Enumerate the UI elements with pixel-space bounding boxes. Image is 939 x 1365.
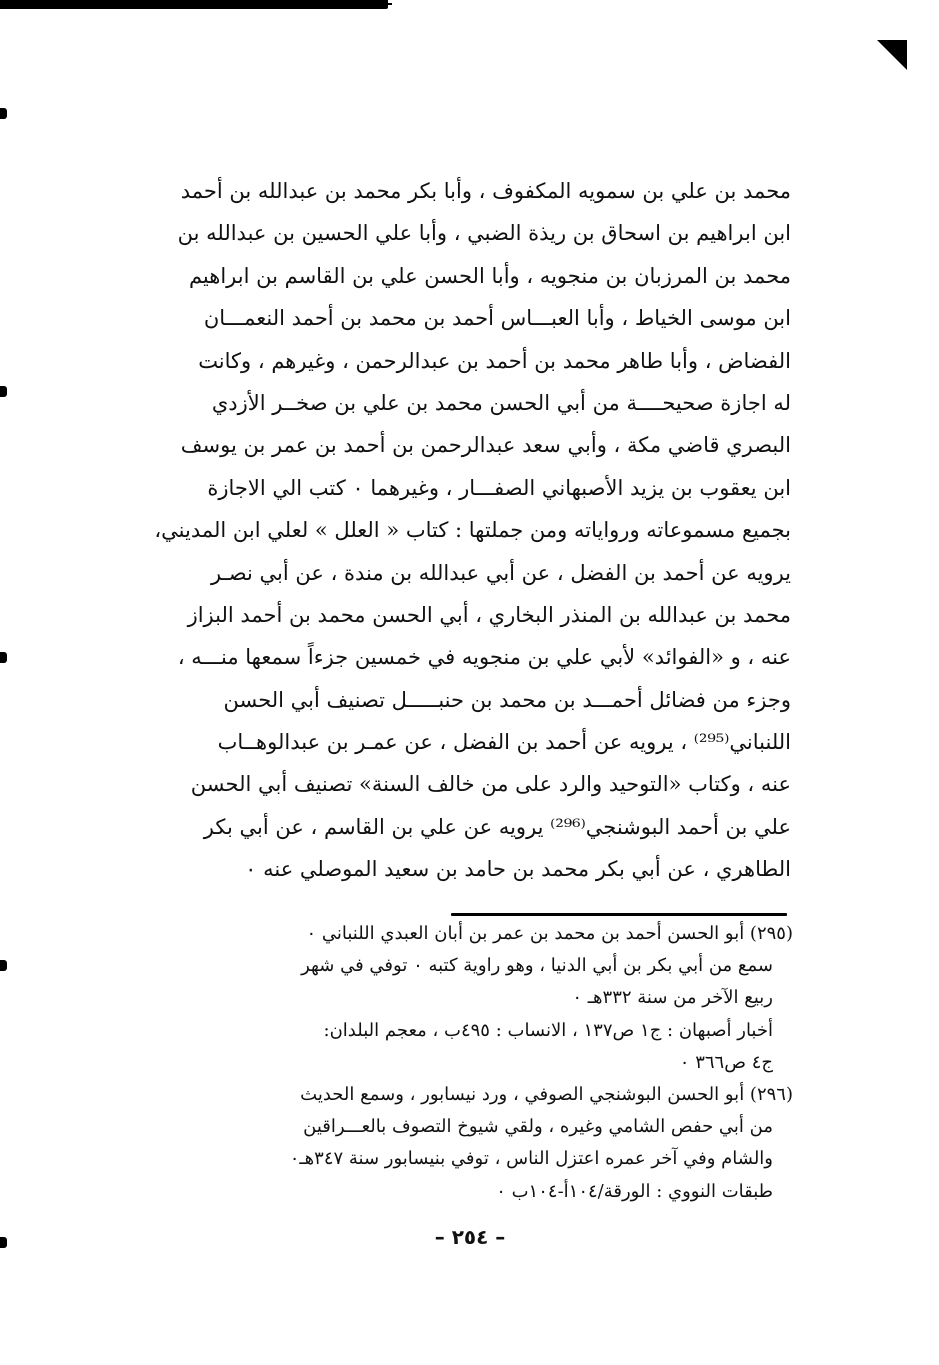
footnote-line: (٢٩٦) أبو الحسن البوشنجي الصوفي ، ورد نيسابور ، وسمع الحديث [300, 1083, 793, 1105]
text-line: اللنباني⁽²⁹⁵⁾ ، يرويه عن أحمد بن الفضل ، عن عمـر بن عبدالوهــاب [217, 730, 791, 755]
binding-hole-mark [0, 108, 7, 119]
text-line: ابن ابراهيم بن اسحاق بن ريذة الضبي ، وأبا علي الحسين بن عبدالله بن [177, 221, 791, 246]
footnote-line: من أبي حفص الشامي وغيره ، ولقي شيوخ التصوف بالعـــراقين [303, 1116, 773, 1138]
binding-hole-mark [0, 652, 7, 663]
footnote-line: طبقات النووي : الورقة/١٠٤أ-١٠٤ب ٠ [496, 1180, 773, 1202]
footnote-line: سمع من أبي بكر بن أبي الدنيا ، وهو راوية كتبه ٠ توفي في شهر [301, 955, 773, 977]
text-line: محمد بن المرزبان بن منجويه ، وأبا الحسن علي بن القاسم بن ابراهيم [188, 263, 791, 288]
text-line: بجميع مسموعاته ورواياته ومن جملتها : كتاب « العلل » لعلي ابن المديني، [154, 518, 791, 543]
text-line: ابن موسى الخياط ، وأبا العبـــاس أحمد بن محمد بن أحمد النعمـــان [203, 306, 791, 331]
footnotes-block [143, 918, 793, 1208]
text-line: البصري قاضي مكة ، وأبي سعد عبدالرحمن بن أحمد بن عمر بن يوسف [180, 433, 791, 458]
main-text-block [151, 170, 791, 891]
text-line: الطاهري ، عن أبي بكر محمد بن حامد بن سعيد الموصلي عنه ٠ [245, 857, 791, 882]
text-line: علي بن أحمد البوشنجي⁽²⁹⁶⁾ يرويه عن علي بن القاسم ، عن أبي بكر [203, 814, 791, 839]
binding-hole-mark [0, 386, 7, 397]
footnote-295 [143, 918, 793, 1079]
text-line: عنه ، وكتاب «التوحيد والرد على من خالف السنة» تصنيف أبي الحسن [190, 772, 791, 797]
text-line: يرويه عن أحمد بن الفضل ، عن أبي عبدالله بن مندة ، عن أبي نصـر [211, 560, 791, 585]
text-line: الفضاض ، وأبا طاهر محمد بن أحمد بن عبدالرحمن ، وغيرهم ، وكانت [198, 348, 791, 373]
footnote-296 [143, 1079, 793, 1208]
text-line: محمد بن علي بن سمويه المكفوف ، وأبا بكر محمد بن عبدالله بن أحمد [180, 179, 791, 203]
text-line: له اجازة صحيحــــة من أبي الحسن محمد بن علي بن صخــر الأزدي [211, 390, 791, 415]
binding-hole-mark [0, 960, 7, 971]
footnote-line: (٢٩٥) أبو الحسن أحمد بن محمد بن عمر بن أبان العبدي اللنباني ٠ [306, 923, 793, 944]
footnote-line: ربيع الآخر من سنة ٣٣٢هـ ٠ [572, 987, 773, 1009]
text-line: ابن يعقوب بن يزيد الأصبهاني الصفـــار ، وغيرهما ٠ كتب الي الاجازة [207, 475, 791, 500]
footnote-separator-rule [451, 913, 787, 916]
binding-hole-mark [0, 1237, 7, 1248]
footnote-line: ج٤ ص٣٦٦ ٠ [679, 1051, 773, 1073]
text-line: عنه ، و «الفوائد» لأبي علي بن منجويه في خمسين جزءاً سمعها منـــه ، [177, 645, 791, 670]
text-line: محمد بن عبدالله بن المنذر البخاري ، أبي الحسن محمد بن أحمد البزاز [187, 602, 791, 627]
footnote-line: أخبار أصبهان : ج١ ص١٣٧ ، الانساب : ٤٩٥ب ، معجم البلدان: [323, 1019, 773, 1041]
page-number: – ٢٥٤ – [434, 1225, 506, 1249]
text-line: وجزء من فضائل أحمـــد بن محمد بن حنبـــــل تصنيف أبي الحسن [223, 687, 791, 712]
footnote-line: والشام وفي آخر عمره اعتزل الناس ، توفي بنيسابور سنة ٣٤٧هـ٠ [289, 1148, 773, 1170]
corner-triangle-mark [877, 40, 907, 70]
scan-top-edge-line [0, 0, 388, 9]
